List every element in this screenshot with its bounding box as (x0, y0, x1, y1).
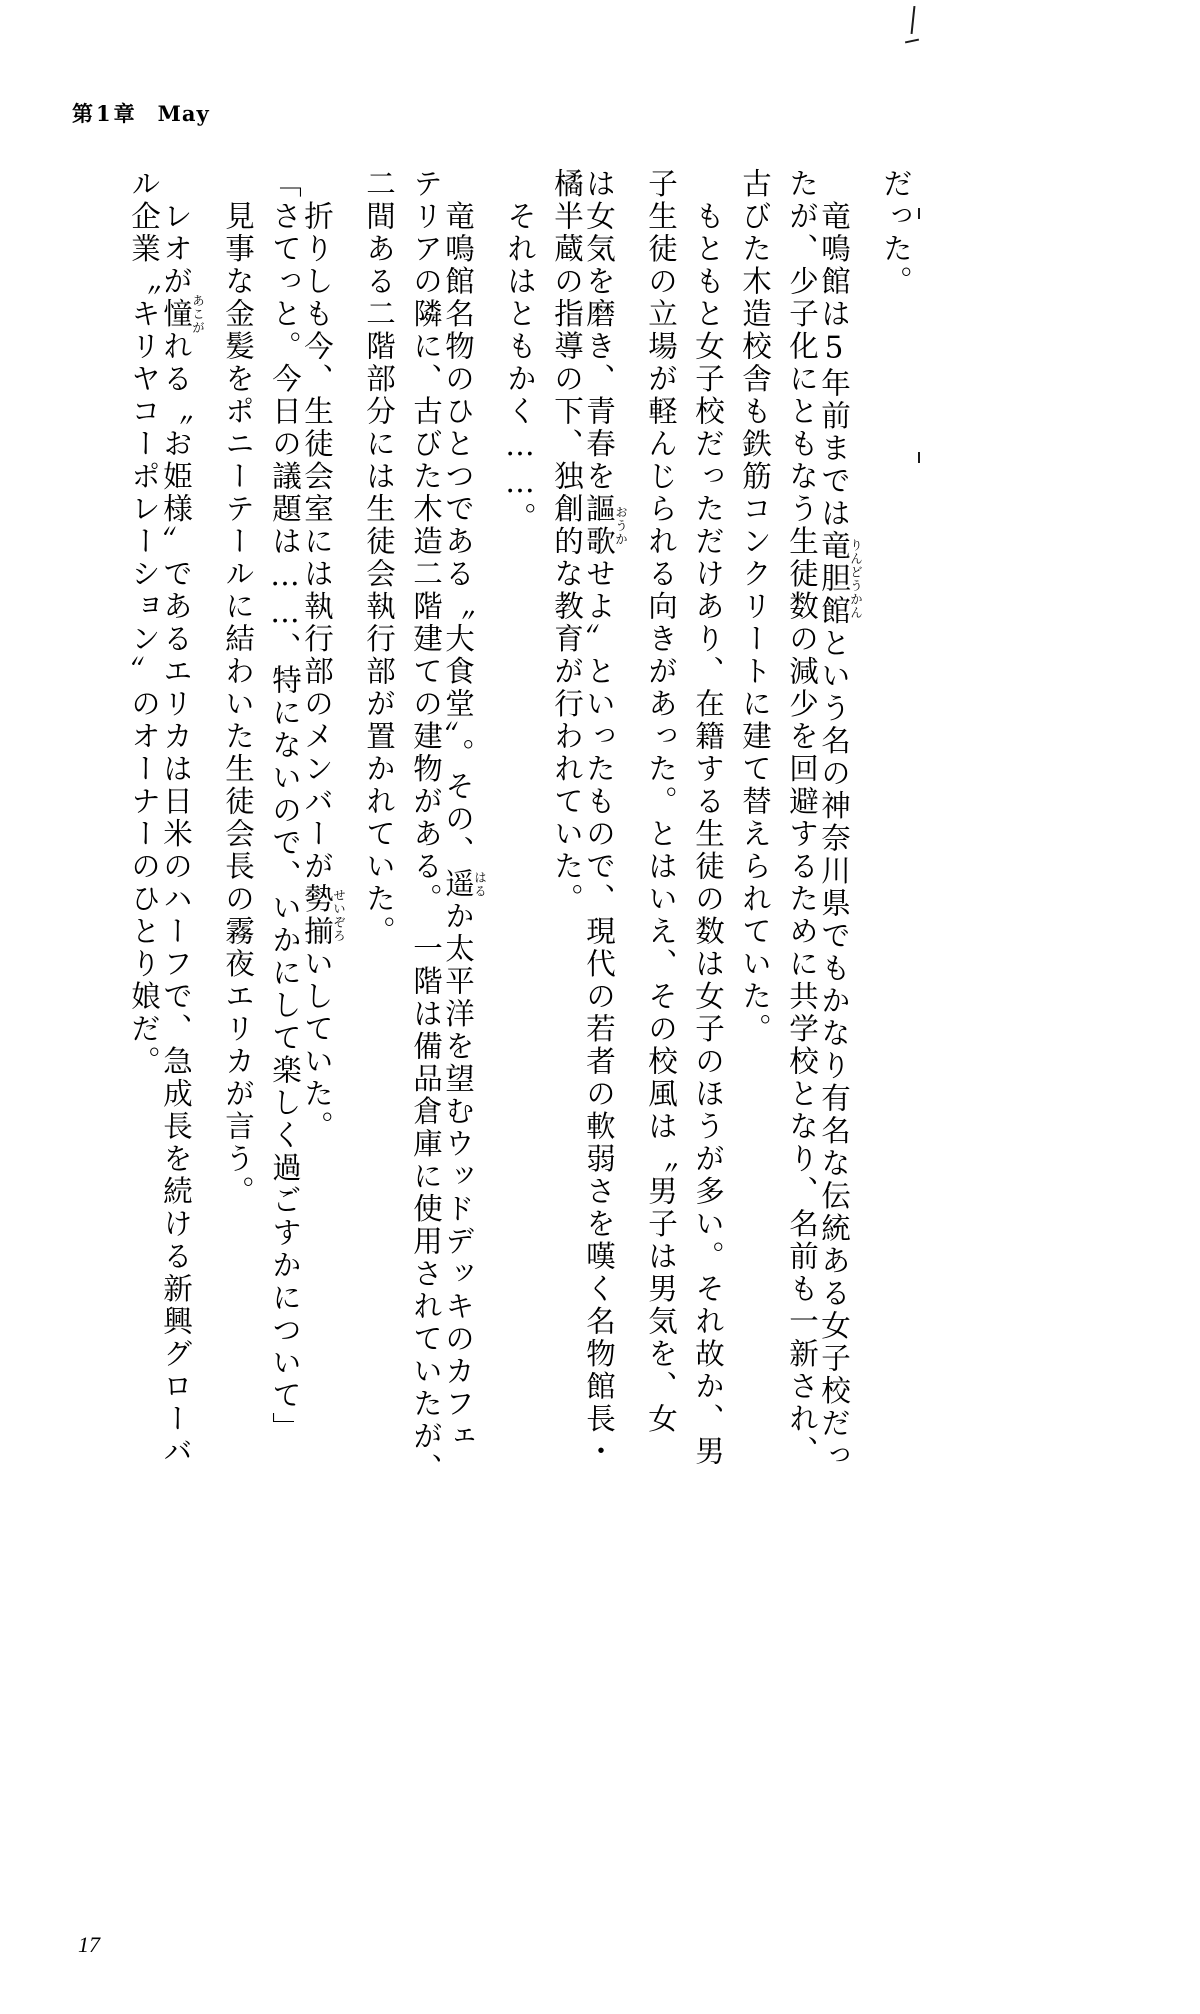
text-column: 竜鳴館は5年前までは竜胆館りんどうかんという名の神奈川県でもかなり有名な伝統ある女子校だっ (817, 168, 864, 1473)
scan-artifact-mark (911, 6, 916, 34)
text-column: レオが憧あこがれる〝お姫様〟であるエリカは日米のハーフで、急成長を続ける新興グローバ (159, 168, 206, 1468)
scan-artifact-mark (918, 452, 920, 463)
text-column: 「さてっと。今日の議題は……、特にないので、いかにして楽しく過ごすかについて」 (268, 168, 302, 1445)
chapter-prefix: 第 (72, 101, 94, 126)
text-column: ル企業〝キリヤコーポレーション〟のオーナーのひとり娘だ。 (127, 168, 161, 1078)
scan-artifact-mark (918, 208, 920, 219)
text-column: だった。 (879, 168, 913, 298)
text-column: たが、少子化にともなう生徒数の減少を回避するために共学校となり、名前も一新され、 (785, 168, 819, 1468)
page-number: 17 (78, 1932, 100, 1957)
text-column: 二間ある二階部分には生徒会執行部が置かれていた。 (362, 168, 396, 948)
chapter-suffix: 章 (113, 101, 136, 126)
text-column: 竜鳴館名物のひとつである〝大食堂〟。その、遥はるか太平洋を望むウッドデッキのカフェ (441, 168, 488, 1454)
text-column: 古びた木造校舎も鉄筋コンクリートに建て替えられていた。 (738, 168, 772, 1046)
text-column: 折りしも今、生徒会室には執行部のメンバーが勢揃せいぞろいしていた。 (300, 168, 347, 1143)
text-column: それはともかく……。 (503, 168, 537, 535)
text-column: は女気を磨き、青春を謳歌おうかせよ〟といったもので、現代の若者の軟弱さを嘆く名物館長・ (582, 168, 629, 1468)
vertical-text-block (62, 168, 913, 1486)
chapter-number: 1 (96, 101, 112, 126)
text-column: 子生徒の立場が軽んじられる向きがあった。とはいえ、その校風は〝男子は男気を、女 (644, 168, 678, 1436)
chapter-title: May (157, 101, 210, 126)
text-column: 見事な金髪をポニーテールに結わいた生徒会長の霧夜エリカが言う。 (221, 168, 255, 1208)
running-head (72, 98, 210, 128)
text-column: 橘半蔵の指導の下、独創的な教育が行われていた。 (550, 168, 584, 916)
scan-artifact-mark (905, 39, 919, 44)
text-column: もともと女子校だっただけあり、在籍する生徒の数は女子のほうが多い。それ故か、男 (691, 168, 725, 1468)
text-column: テリアの隣に、古びた木造二階建ての建物がある。 一階は備品倉庫に使用されていたが、 (409, 168, 443, 1486)
